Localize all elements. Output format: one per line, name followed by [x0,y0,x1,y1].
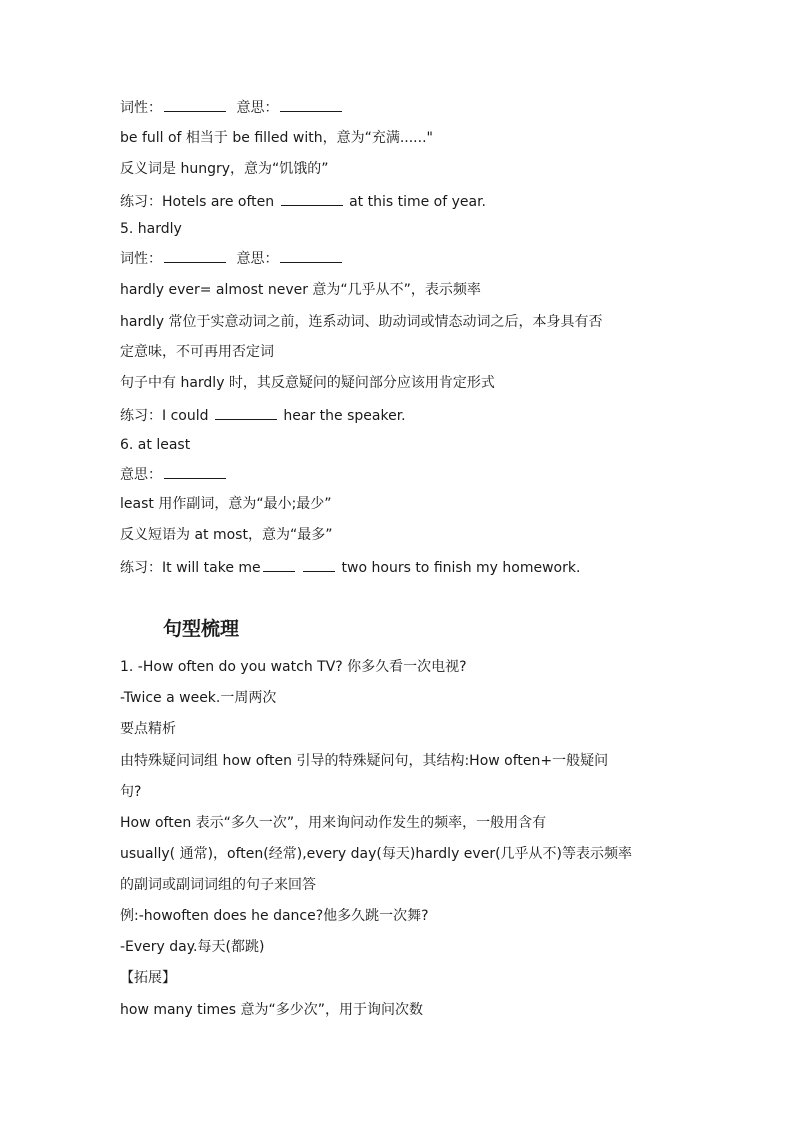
at-least-note-2: 反义短语为 at most，意为“最多” [120,527,333,543]
pos-blank [164,248,226,263]
exercise-blank [281,191,343,206]
hardly-note-2b: 定意味，不可再用否定词 [120,344,274,360]
extension-title: 【拓展】 [120,970,176,986]
answer-1: -Twice a week.一周两次 [120,690,277,706]
at-least-note-1: least 用作副词，意为“最小;最少” [120,496,332,512]
full-note-1: be full of 相当于 be filled with，意为“充满......" [120,130,433,146]
key-point-2a: How often 表示“多久一次”，用来询问动作发生的频率，一般用含有 [120,815,547,831]
key-point-2b: usually( 通常)，often(经常),every day(每天)hardly ever(几乎从不)等表示频率 [120,846,632,862]
key-points-title: 要点精析 [120,721,176,737]
hardly-note-3: 句子中有 hardly 时，其反意疑问的疑问部分应该用肯定形式 [120,375,495,391]
question-1: 1. -How often do you watch TV? 你多久看一次电视? [120,659,467,675]
pos-meaning-line-full: 词性： 意思： [120,97,344,117]
extension-text: how many times 意为“多少次”，用于询问次数 [120,1002,424,1018]
hardly-title: 5. hardly [120,221,182,237]
key-point-1b: 句? [120,784,142,800]
meaning-line-at-least: 意思： [120,464,228,484]
key-point-1a: 由特殊疑问词组 how often 引导的特殊疑问句，其结构:How often+一般疑问 [120,753,609,769]
meaning-blank [280,97,342,112]
full-note-2: 反义词是 hungry，意为“饥饿的” [120,161,329,177]
at-least-title: 6. at least [120,437,191,453]
full-exercise: 练习：Hotels are often at this time of year. [120,191,486,211]
exercise-blank [263,557,295,572]
hardly-note-2a: hardly 常位于实意动词之前，连系动词、助动词或情态动词之后，本身具有否 [120,314,603,330]
example-question: 例:-howoften does he dance?他多久跳一次舞? [120,908,429,924]
at-least-exercise: 练习：It will take me two hours to finish my homework. [120,557,580,577]
key-point-2c: 的副词或副词词组的句子来回答 [120,877,316,893]
hardly-exercise: 练习：I could hear the speaker. [120,405,406,425]
exercise-blank [303,557,335,572]
section-heading: 句型梳理 [163,618,240,640]
meaning-blank [164,464,226,479]
pos-blank [164,97,226,112]
meaning-blank [280,248,342,263]
exercise-blank [215,405,277,420]
hardly-note-1: hardly ever= almost never 意为“几乎从不”，表示频率 [120,282,481,298]
example-answer: -Every day.每天(都跳) [120,939,265,955]
pos-meaning-line-hardly: 词性： 意思： [120,248,344,268]
